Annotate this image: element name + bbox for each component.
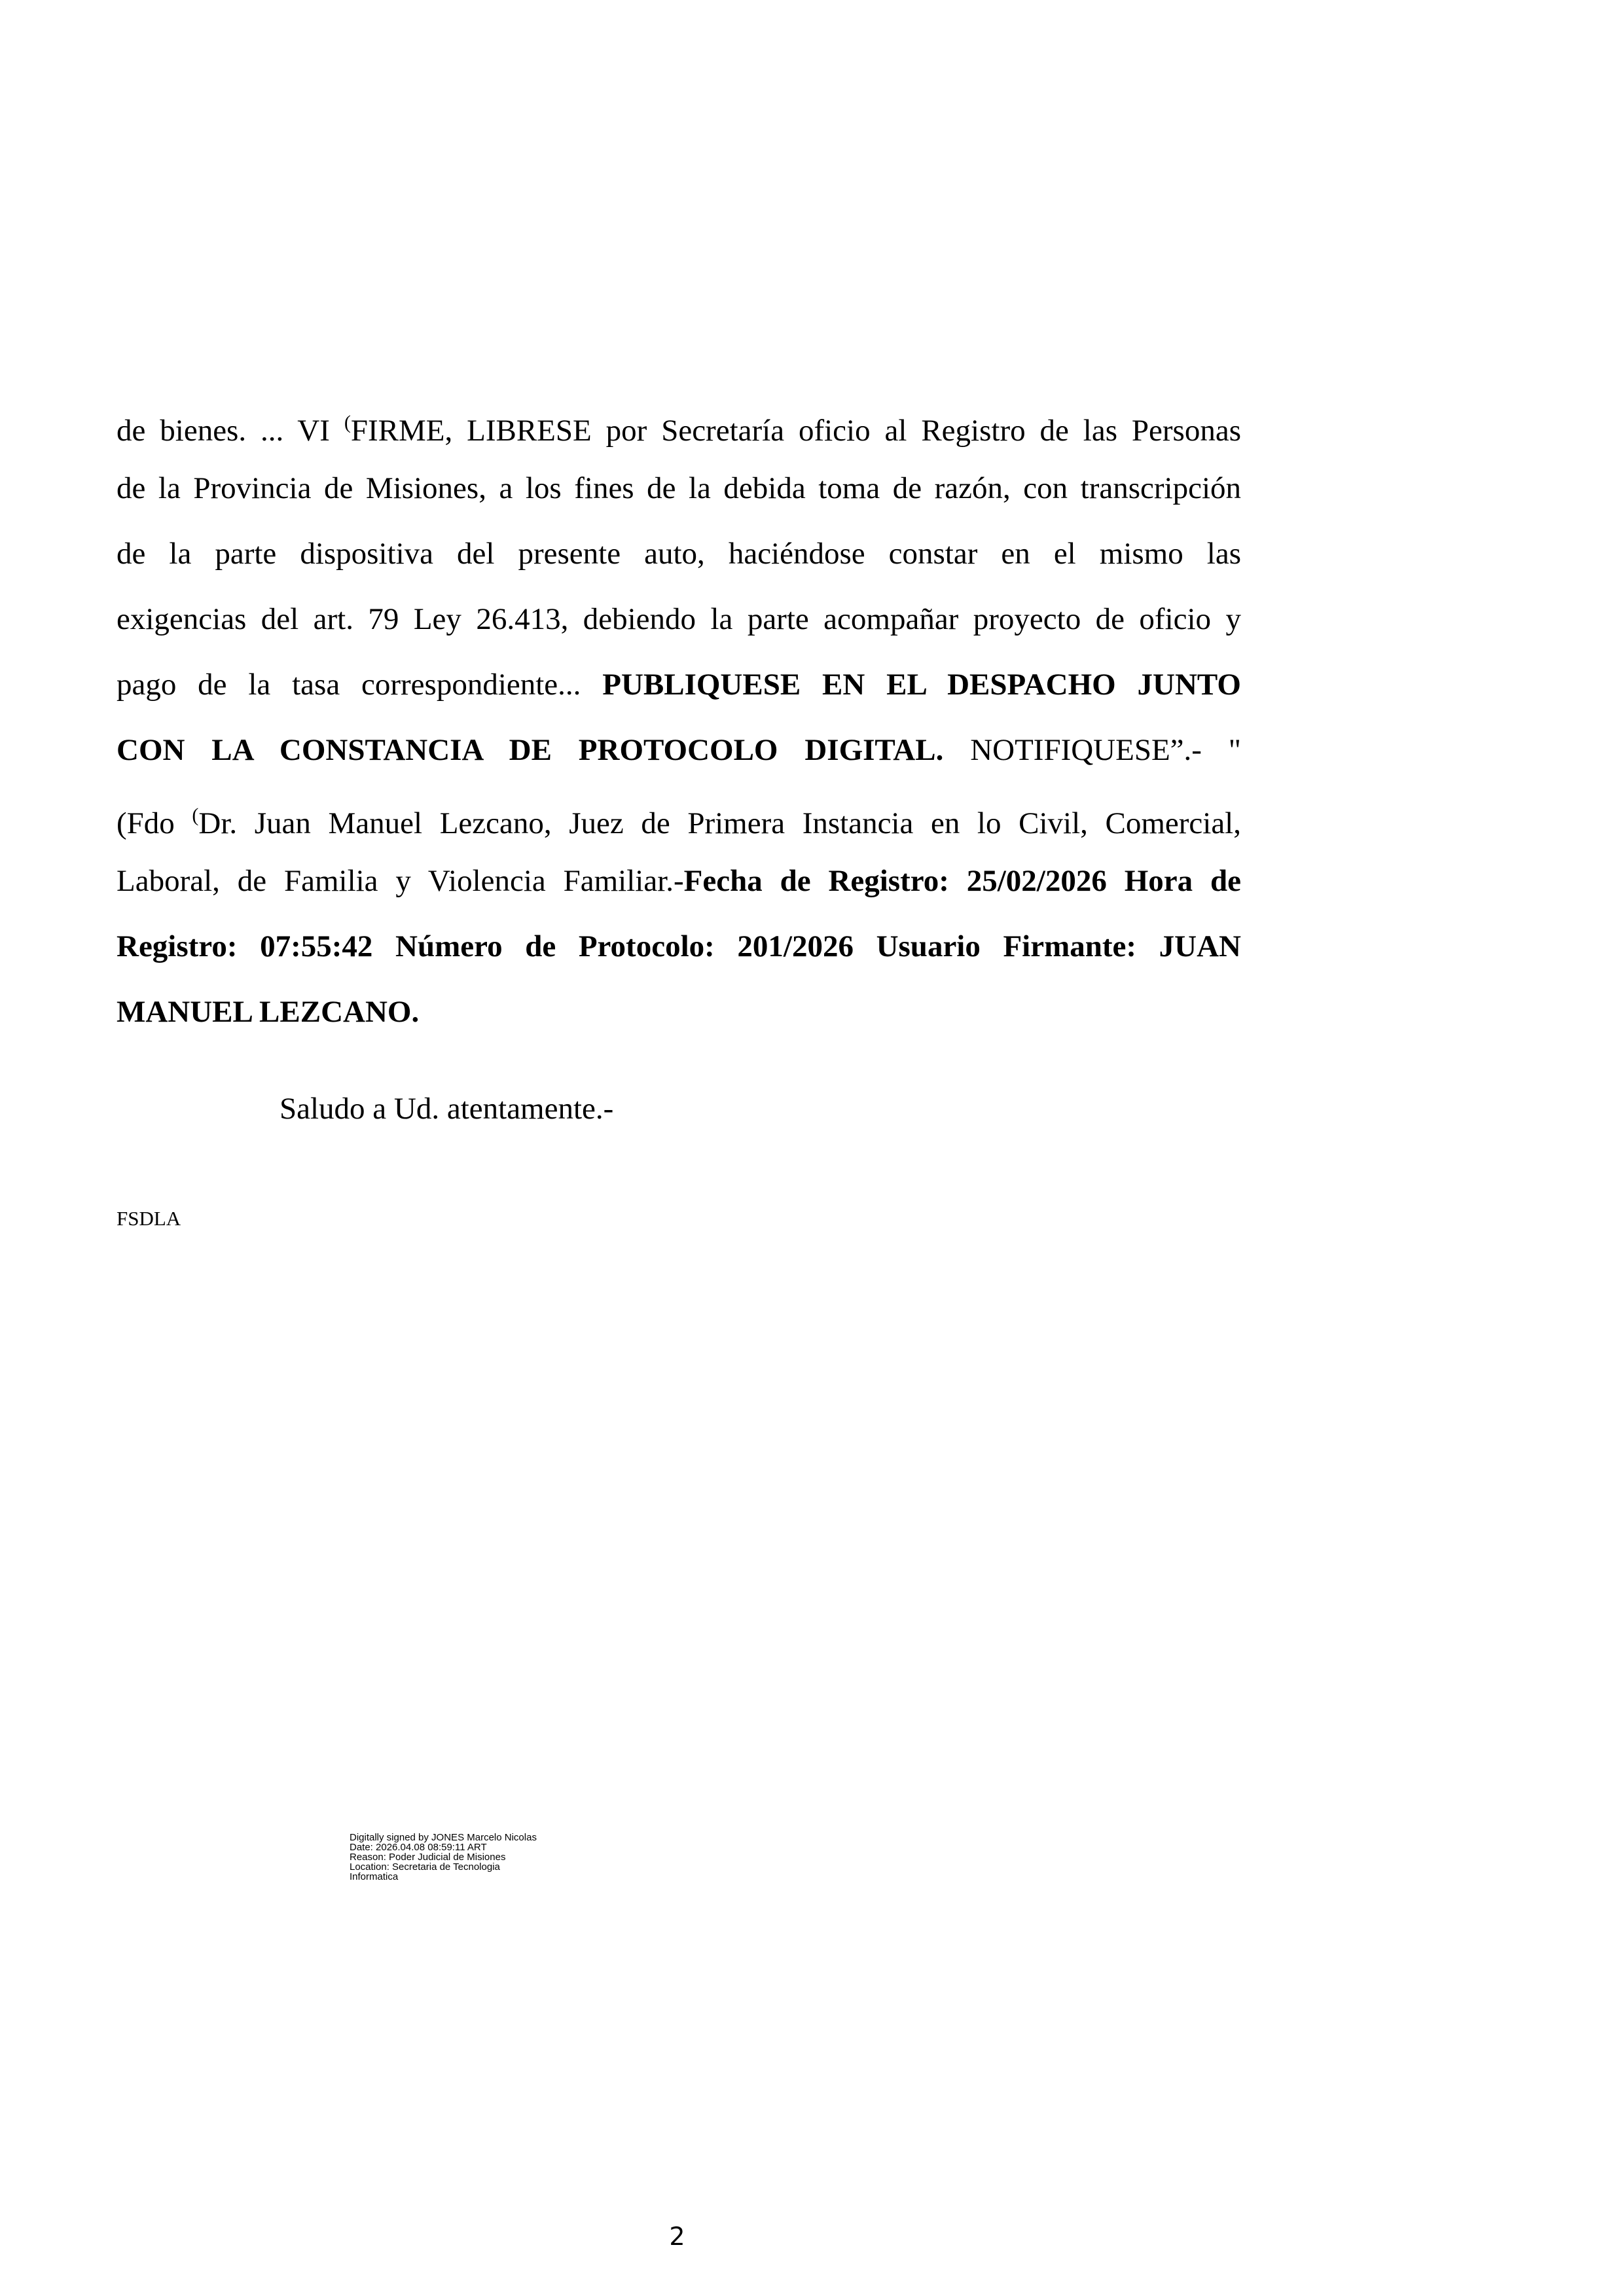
signature-line: Location: Secretaria de Tecnologia <box>350 1861 500 1873</box>
text-line-6 <box>117 717 1241 783</box>
text-line-4: exigencias del art. 79 Ley 26.413, debiendo la parte acompañar proyecto de oficio y <box>117 602 1241 636</box>
body-paragraph <box>117 390 1241 1045</box>
text-line-9 <box>117 914 1241 979</box>
signature-line: Date: 2026.04.08 08:59:11 ART <box>350 1842 487 1853</box>
superscript-mark: ( <box>344 412 351 433</box>
signature-line: Informatica <box>350 1871 399 1882</box>
text-run: (Fdo <box>117 806 192 840</box>
text-line-3: de la parte dispositiva del presente auto, haciéndose constar en el mismo las <box>117 537 1241 571</box>
superscript-mark: ( <box>192 804 199 826</box>
bold-run: Registro: 07:55:42 Número de Protocolo: 201/2026 Usuario Firmante: JUAN <box>117 929 1241 963</box>
text-run: Dr. Juan Manuel Lezcano, Juez de Primera Instancia en lo Civil, Comercial, <box>198 806 1241 840</box>
digital-signature-stamp <box>350 1833 537 1882</box>
text-run: pago de la tasa correspondiente... <box>117 668 603 702</box>
bold-run: PUBLIQUESE EN EL DESPACHO JUNTO <box>602 668 1241 702</box>
text-line-1 <box>117 390 1241 456</box>
bold-run: MANUEL LEZCANO. <box>117 995 420 1029</box>
text-run: FIRME, LIBRESE por Secretaría oficio al Registro de las Personas <box>350 414 1241 448</box>
closing-salutation: Saludo a Ud. atentamente.- <box>280 1092 614 1126</box>
text-line-10 <box>117 979 1241 1045</box>
bold-run: CON LA CONSTANCIA DE PROTOCOLO DIGITAL. <box>117 733 944 767</box>
author-initials: FSDLA <box>117 1207 181 1230</box>
text-run: de bienes. ... VI <box>117 414 344 448</box>
text-run: Laboral, de Familia y Violencia Familiar.- <box>117 864 684 898</box>
text-line-8 <box>117 848 1241 914</box>
text-line-2: de la Provincia de Misiones, a los fines de la debida toma de razón, con transcripción <box>117 471 1241 505</box>
text-line-5 <box>117 652 1241 717</box>
signature-line: Digitally signed by JONES Marcelo Nicolas <box>350 1832 537 1843</box>
text-run: NOTIFIQUESE”.- " <box>943 733 1241 767</box>
text-line-7 <box>117 783 1241 848</box>
bold-run: Fecha de Registro: 25/02/2026 Hora de <box>683 864 1241 898</box>
signature-line: Reason: Poder Judicial de Misiones <box>350 1852 506 1863</box>
page-number: 2 <box>669 2222 685 2251</box>
